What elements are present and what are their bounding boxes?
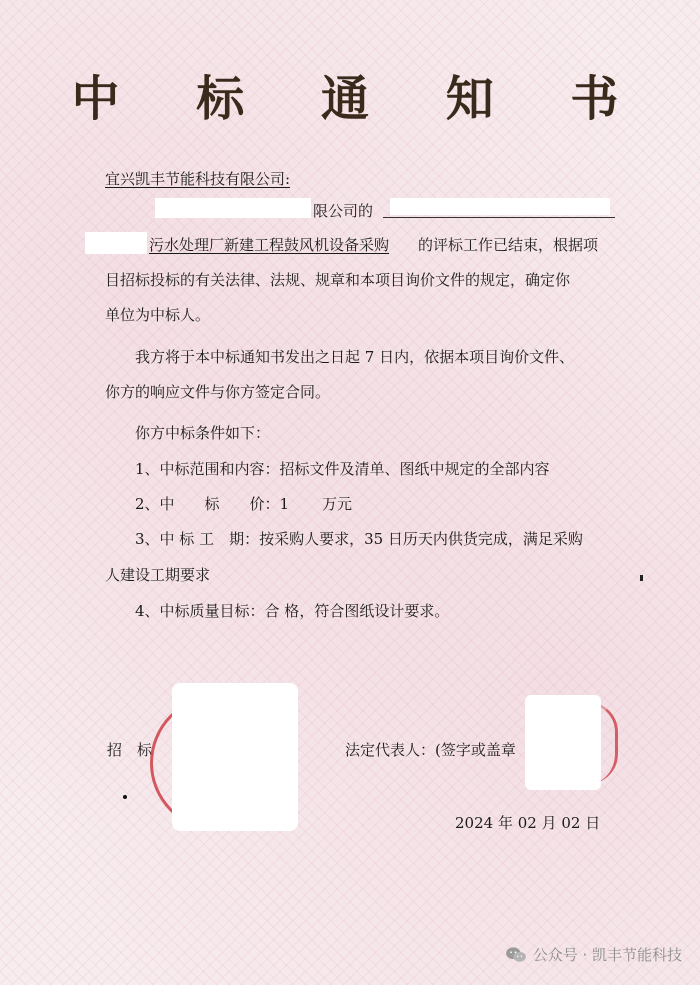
contract-line-1: 我方将于本中标通知书发出之日起 7 日内，依据本项目询价文件、 — [135, 348, 575, 366]
notice-line-3: 目招标投标的有关法律、法规、规章和本项目询价文件的规定，确定你 — [105, 271, 571, 289]
project-name: 污水处理厂新建工程鼓风机设备采购 — [149, 236, 390, 254]
condition-schedule: 3、中 标 工 期：按采购人要求，35 日历天内供货完成，满足采购 — [135, 530, 583, 548]
condition-price: 2、中 标 价：1 — [135, 495, 290, 513]
condition-scope: 1、中标范围和内容：招标文件及清单、图纸中规定的全部内容 — [135, 460, 550, 478]
notice-line-4: 单位为中标人。 — [105, 306, 211, 324]
addressee: 宜兴凯丰节能科技有限公司: — [105, 170, 291, 188]
redacted-region — [525, 695, 601, 790]
ink-mark — [640, 575, 643, 581]
redacted-region — [155, 198, 311, 218]
legal-rep-label: 法定代表人：(签字或盖章 — [345, 741, 516, 759]
redacted-region — [390, 198, 610, 215]
blank-underline — [383, 216, 615, 218]
contract-line-2: 你方的响应文件与你方签定合同。 — [105, 383, 331, 401]
issue-date: 2024 年 02 月 02 日 — [455, 814, 601, 832]
condition-quality: 4、中标质量目标：合 格，符合图纸设计要求。 — [135, 602, 450, 620]
watermark-text: 公众号 · 凯丰节能科技 — [532, 946, 682, 964]
bidder-company-suffix: 限公司的 — [313, 202, 374, 220]
wechat-icon — [505, 946, 527, 964]
conditions-intro: 你方中标条件如下： — [135, 424, 271, 442]
document-title: 中 标 通 知 书 — [71, 71, 649, 127]
watermark — [505, 944, 682, 965]
tenderer-label: 招 标 — [107, 741, 153, 759]
condition-schedule-cont: 人建设工期要求 — [105, 566, 211, 584]
notice-line-2: 的评标工作已结束，根据项 — [418, 236, 599, 254]
price-unit: 万元 — [322, 495, 353, 513]
ink-dot — [123, 795, 127, 799]
redacted-region — [172, 683, 298, 831]
redacted-region — [85, 232, 147, 254]
